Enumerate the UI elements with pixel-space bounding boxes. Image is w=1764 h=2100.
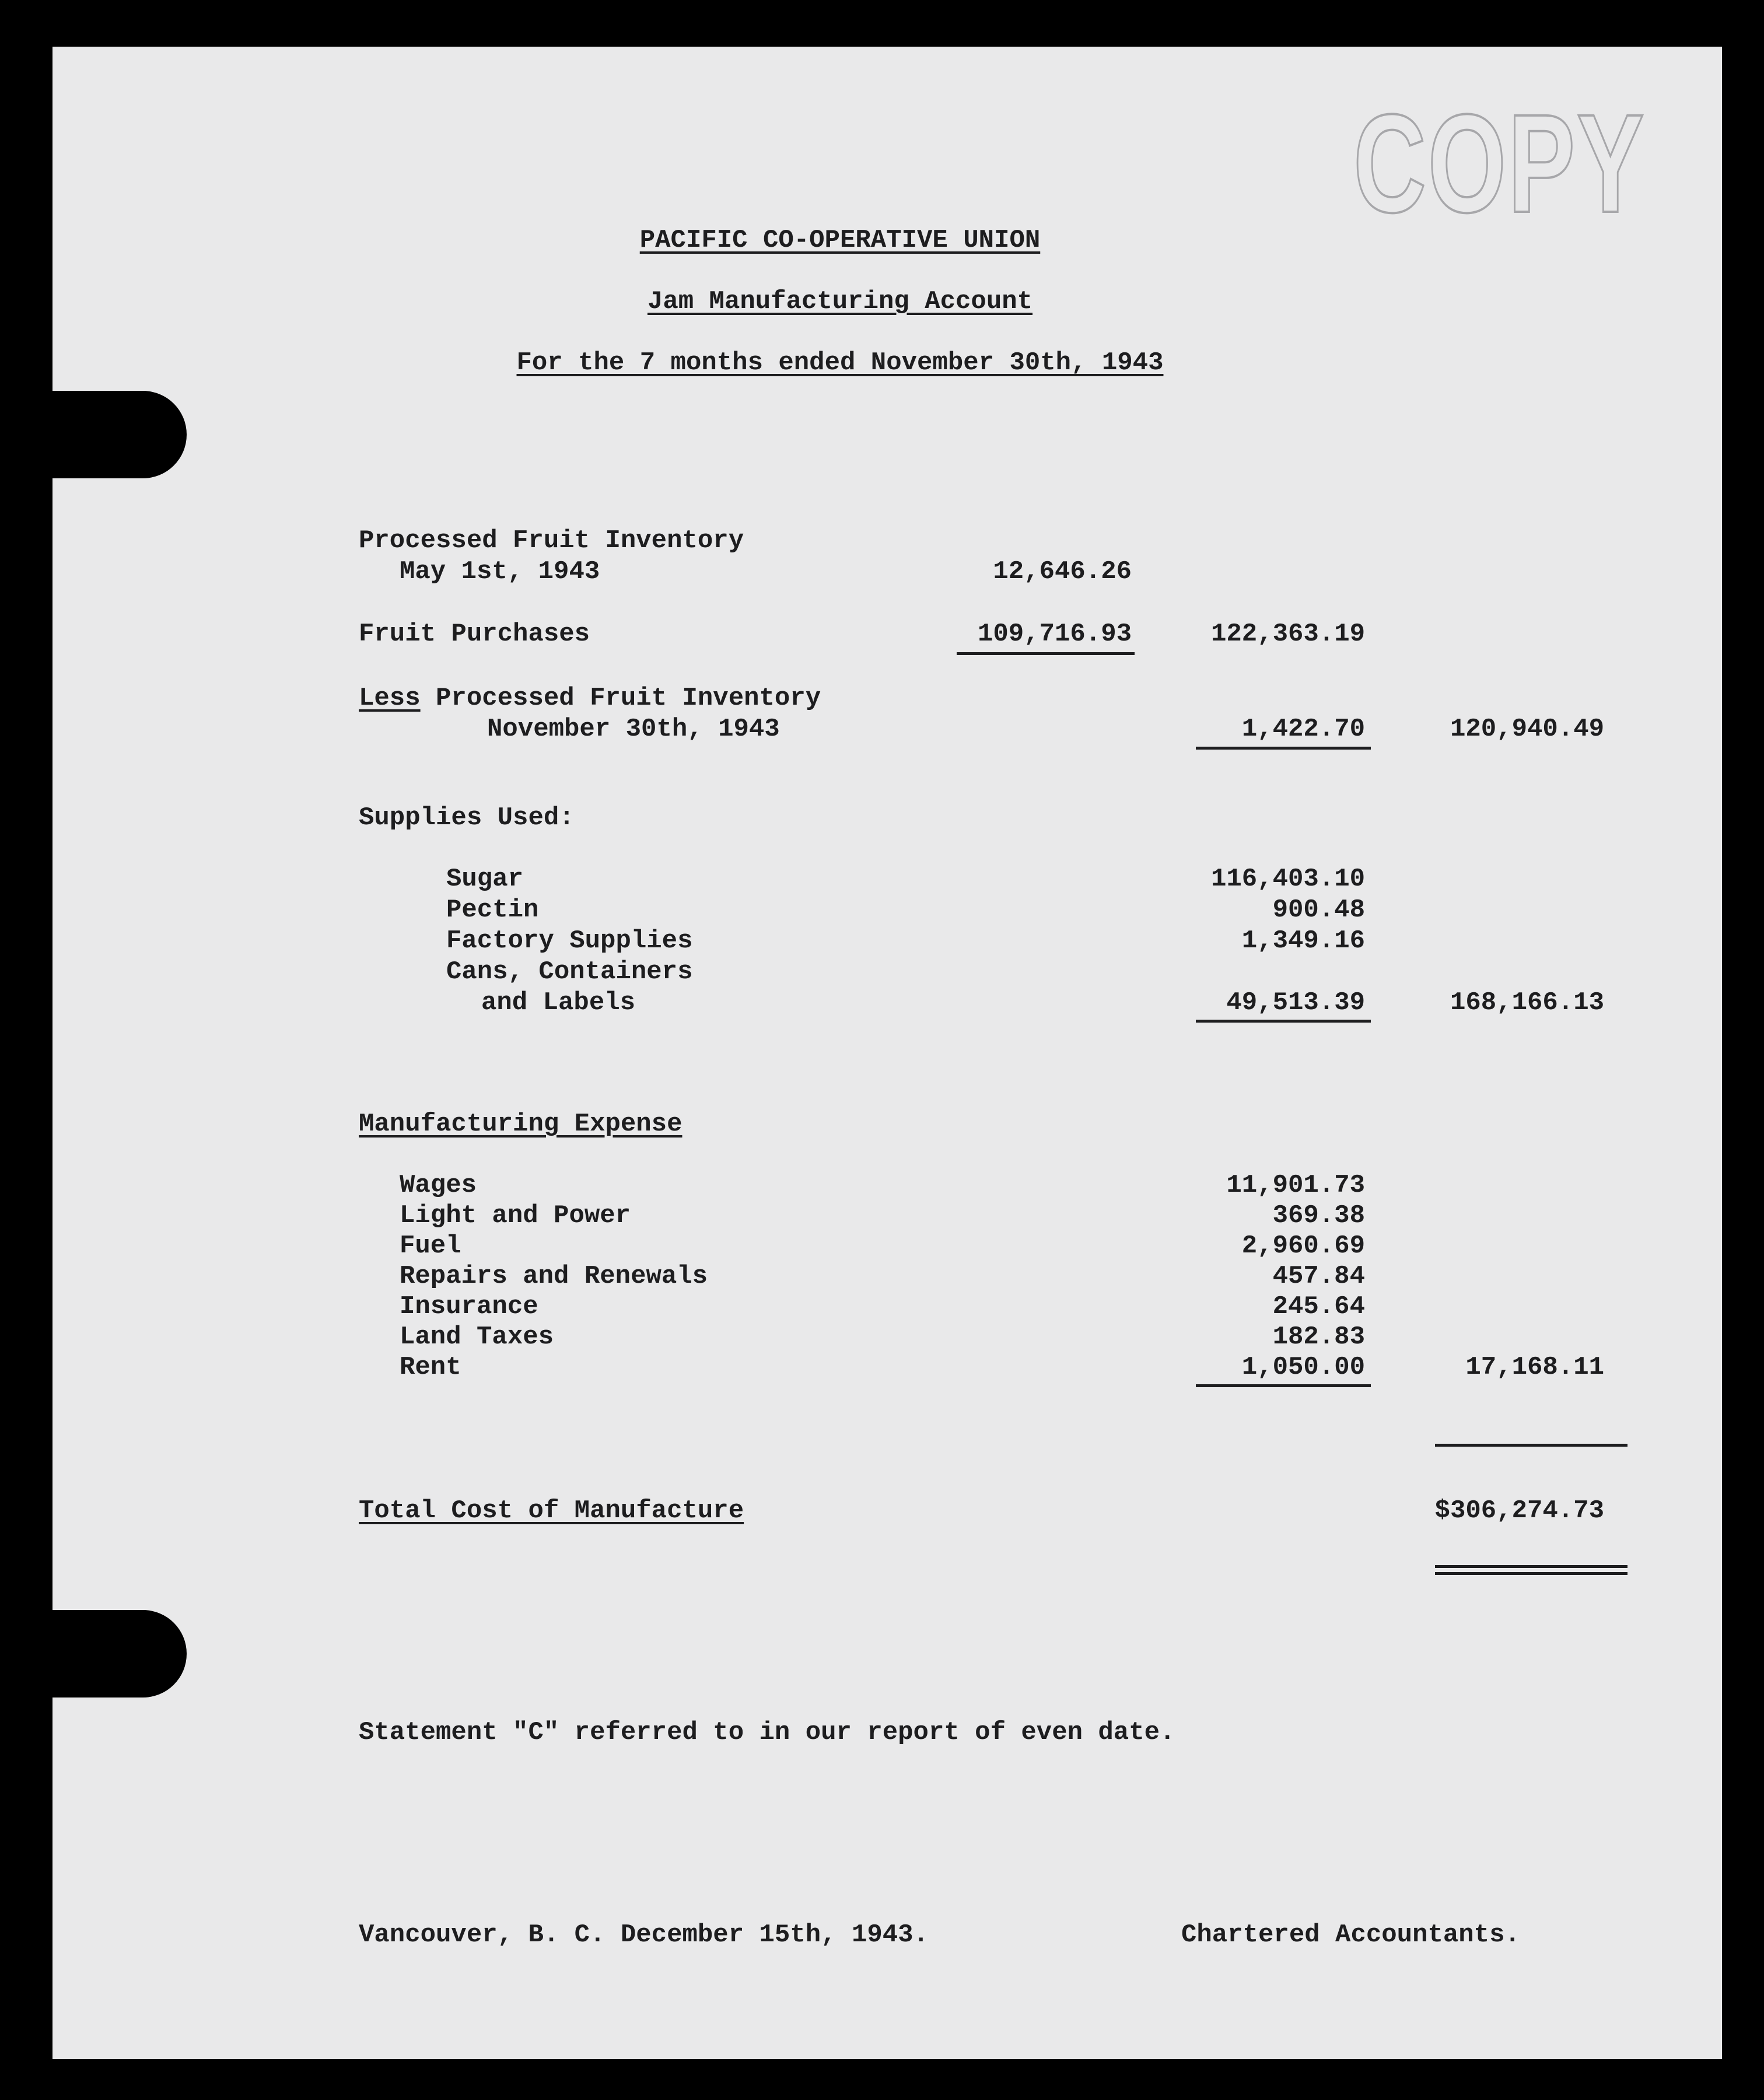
document-page xyxy=(52,47,1722,2059)
expense-label: Fuel xyxy=(400,1231,461,1261)
opening-inventory-label: Processed Fruit Inventory xyxy=(359,526,744,555)
expense-rule xyxy=(1196,1384,1371,1387)
expense-amount: 2,960.69 xyxy=(1241,1231,1365,1261)
closing-inventory-label: Processed Fruit Inventory xyxy=(436,684,821,713)
expense-amount: 457.84 xyxy=(1272,1262,1365,1291)
supplies-rule xyxy=(1196,1020,1371,1023)
expense-label: Wages xyxy=(400,1171,477,1200)
fruit-net-amount: 120,940.49 xyxy=(1450,715,1604,744)
expense-amount: 1,050.00 xyxy=(1241,1353,1365,1382)
supply-amount: 116,403.10 xyxy=(1210,864,1365,894)
less-closing-line xyxy=(359,685,821,711)
supply-label: Sugar xyxy=(446,864,524,894)
supply-amount: 1,349.16 xyxy=(1241,926,1365,956)
binder-hole-bottom xyxy=(52,1610,187,1698)
supply-label: Factory Supplies xyxy=(446,926,693,956)
account-title: Jam Manufacturing Account xyxy=(647,287,1033,316)
supplies-total: 168,166.13 xyxy=(1450,988,1604,1017)
expense-label: Rent xyxy=(400,1353,461,1382)
expense-label: Land Taxes xyxy=(400,1322,554,1352)
expense-amount: 369.38 xyxy=(1272,1201,1365,1230)
opening-inventory-date: May 1st, 1943 xyxy=(400,557,600,586)
expense-label: Insurance xyxy=(400,1292,538,1321)
supply-label: Pectin xyxy=(446,895,539,925)
supply-amount: 900.48 xyxy=(1272,895,1365,925)
closing-inventory-amount: 1,422.70 xyxy=(1241,715,1365,744)
signature-line: Chartered Accountants. xyxy=(1181,1920,1520,1950)
grand-total-label: Total Cost of Manufacture xyxy=(359,1496,744,1525)
purchases-rule xyxy=(957,652,1135,655)
fruit-subtotal: 122,363.19 xyxy=(1210,620,1365,649)
closing-rule xyxy=(1196,747,1371,750)
supplies-heading: Supplies Used: xyxy=(359,803,575,832)
expense-label: Repairs and Renewals xyxy=(400,1262,708,1291)
total-double-rule-2 xyxy=(1435,1572,1628,1575)
expense-amount: 245.64 xyxy=(1272,1292,1365,1321)
expense-amount: 11,901.73 xyxy=(1226,1171,1365,1200)
place-and-date: Vancouver, B. C. December 15th, 1943. xyxy=(359,1920,929,1950)
fruit-purchases-label: Fruit Purchases xyxy=(359,620,590,649)
fruit-purchases-amount: 109,716.93 xyxy=(977,620,1132,649)
expense-amount: 182.83 xyxy=(1272,1322,1365,1352)
expense-total: 17,168.11 xyxy=(1465,1353,1604,1382)
opening-inventory-amount: 12,646.26 xyxy=(993,557,1132,586)
grand-total-amount: $306,274.73 xyxy=(1434,1496,1604,1525)
statement-note: Statement "C" referred to in our report of even date. xyxy=(359,1718,1175,1747)
copy-stamp: COPY xyxy=(1353,85,1646,242)
binder-hole-top xyxy=(52,391,187,478)
supply-label: Cans, Containers xyxy=(446,957,693,986)
supply-amount: 49,513.39 xyxy=(1226,988,1365,1017)
less-word: Less xyxy=(359,684,421,713)
period-title: For the 7 months ended November 30th, 1943 xyxy=(516,348,1164,377)
closing-inventory-date: November 30th, 1943 xyxy=(487,715,780,744)
supply-label: and Labels xyxy=(481,988,636,1017)
org-name: PACIFIC CO-OPERATIVE UNION xyxy=(639,226,1041,255)
manufacturing-heading: Manufacturing Expense xyxy=(359,1110,682,1139)
total-top-rule xyxy=(1435,1444,1628,1447)
total-double-rule-1 xyxy=(1435,1565,1628,1568)
expense-label: Light and Power xyxy=(400,1201,631,1230)
